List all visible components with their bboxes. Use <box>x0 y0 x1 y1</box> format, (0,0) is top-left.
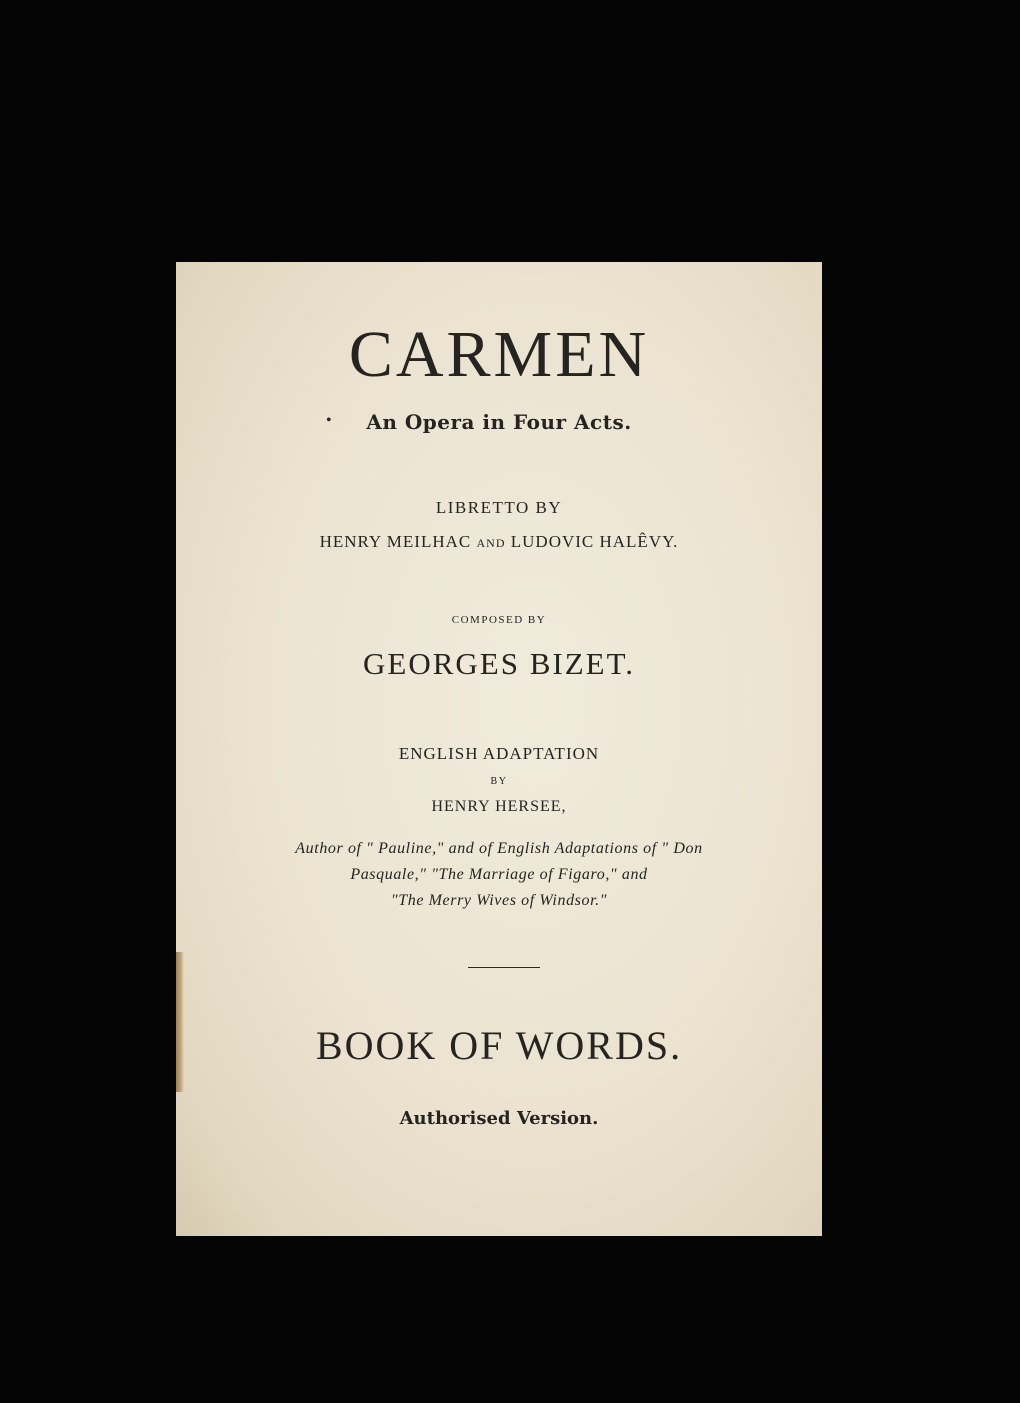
authorised-version-label: Authorised Version. <box>399 1108 599 1129</box>
opera-subtitle: An Opera in Four Acts. <box>366 410 632 434</box>
book-of-words-heading: BOOK OF WORDS. <box>315 1023 683 1068</box>
credits-line-1: Author of " Pauline," and of English Adaptations of " Don <box>295 840 703 857</box>
credits-line-3: "The Merry Wives of Windsor." <box>390 892 608 909</box>
by-label: BY <box>490 776 508 787</box>
credits-line-2: Pasquale," "The Marriage of Figaro," and <box>350 866 648 883</box>
adapter-credits <box>236 836 762 914</box>
opera-title: CARMEN <box>348 318 650 391</box>
adapter-name: HENRY HERSEE, <box>431 798 567 815</box>
composed-by-label: COMPOSED BY <box>451 614 547 626</box>
librettists-line <box>176 532 822 552</box>
divider-rule <box>468 967 540 968</box>
librettist-meilhac: HENRY MEILHAC <box>319 532 472 551</box>
composer-name: GEORGES BIZET. <box>363 646 635 681</box>
bullet-mark: • <box>326 412 332 429</box>
booklet-cover <box>176 262 822 1236</box>
librettist-halevy: LUDOVIC HALÊVY. <box>510 532 679 551</box>
english-adaptation-label: ENGLISH ADAPTATION <box>398 744 600 763</box>
libretto-by-label: LIBRETTO BY <box>435 498 563 517</box>
and-word: AND <box>476 536 506 550</box>
